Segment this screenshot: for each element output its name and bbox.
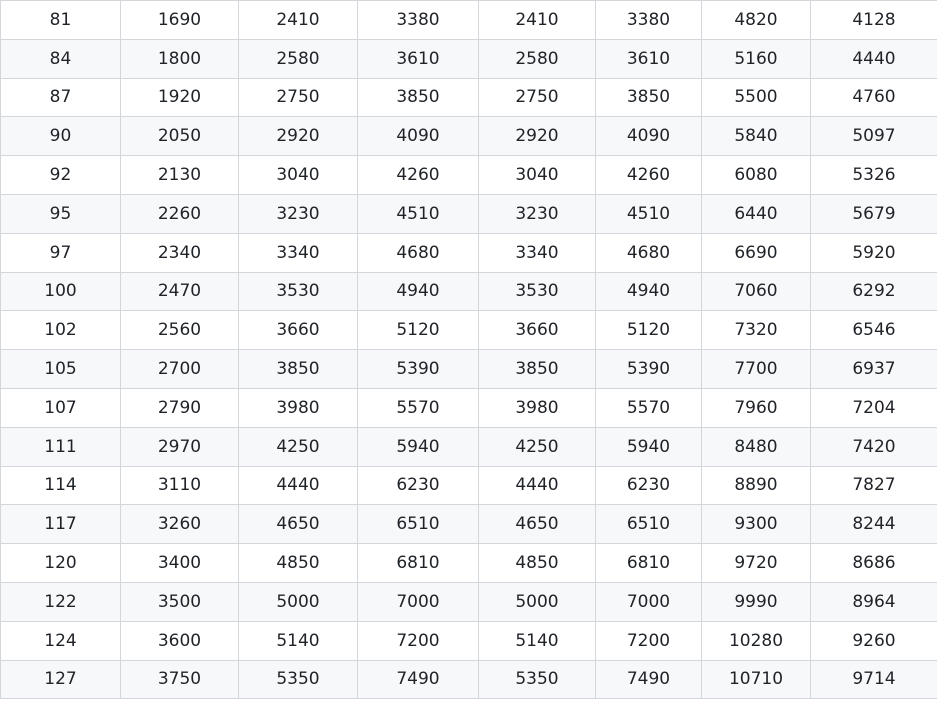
- table-cell: 1800: [121, 39, 239, 78]
- table-cell: 5326: [811, 156, 937, 195]
- table-cell: 4850: [239, 544, 358, 583]
- table-cell: 5390: [596, 350, 702, 389]
- table-cell: 3340: [239, 233, 358, 272]
- table-cell: 4820: [702, 1, 811, 40]
- table-cell: 4650: [479, 505, 596, 544]
- table-row: [1, 272, 937, 311]
- table-cell: 6230: [358, 466, 479, 505]
- table-cell: 8480: [702, 427, 811, 466]
- table-row: [1, 1, 937, 40]
- row-key-cell: 95: [1, 194, 121, 233]
- table-row: [1, 311, 937, 350]
- row-key-cell: 87: [1, 78, 121, 117]
- table-cell: 4440: [479, 466, 596, 505]
- row-key-cell: 92: [1, 156, 121, 195]
- table-cell: 5000: [239, 582, 358, 621]
- table-cell: 7827: [811, 466, 937, 505]
- row-key-cell: 120: [1, 544, 121, 583]
- table-cell: 4260: [596, 156, 702, 195]
- table-cell: 5570: [596, 388, 702, 427]
- table-cell: 6230: [596, 466, 702, 505]
- table-cell: 4440: [811, 39, 937, 78]
- table-cell: 3260: [121, 505, 239, 544]
- table-cell: 3750: [121, 660, 239, 699]
- table-cell: 9720: [702, 544, 811, 583]
- table-cell: 5390: [358, 350, 479, 389]
- table-cell: 2750: [479, 78, 596, 117]
- table-cell: 5140: [479, 621, 596, 660]
- table-cell: 3340: [479, 233, 596, 272]
- table-cell: 6810: [596, 544, 702, 583]
- table-cell: 3980: [479, 388, 596, 427]
- table-cell: 6510: [596, 505, 702, 544]
- table-cell: 4250: [239, 427, 358, 466]
- table-cell: 2470: [121, 272, 239, 311]
- table-cell: 4090: [596, 117, 702, 156]
- table-row: [1, 621, 937, 660]
- table-row: [1, 78, 937, 117]
- table-row: [1, 388, 937, 427]
- row-key-cell: 105: [1, 350, 121, 389]
- table-cell: 5840: [702, 117, 811, 156]
- table-cell: 5097: [811, 117, 937, 156]
- table-cell: 2410: [479, 1, 596, 40]
- table-cell: 2970: [121, 427, 239, 466]
- table-cell: 9300: [702, 505, 811, 544]
- table-cell: 2790: [121, 388, 239, 427]
- table-cell: 2050: [121, 117, 239, 156]
- table-row: [1, 156, 937, 195]
- table-cell: 6690: [702, 233, 811, 272]
- table-cell: 4760: [811, 78, 937, 117]
- table-cell: 4510: [596, 194, 702, 233]
- table-row: [1, 233, 937, 272]
- table-row: [1, 505, 937, 544]
- table-cell: 5570: [358, 388, 479, 427]
- table-cell: 3500: [121, 582, 239, 621]
- table-cell: 7490: [358, 660, 479, 699]
- table-cell: 8244: [811, 505, 937, 544]
- table-cell: 2260: [121, 194, 239, 233]
- table-cell: 10280: [702, 621, 811, 660]
- table-cell: 9260: [811, 621, 937, 660]
- table-cell: 3610: [358, 39, 479, 78]
- table-cell: 7200: [596, 621, 702, 660]
- table-cell: 3660: [239, 311, 358, 350]
- table-cell: 6810: [358, 544, 479, 583]
- table-cell: 7700: [702, 350, 811, 389]
- table-cell: 6292: [811, 272, 937, 311]
- table-body: [1, 1, 937, 699]
- table-cell: 3530: [479, 272, 596, 311]
- row-key-cell: 117: [1, 505, 121, 544]
- table-cell: 5920: [811, 233, 937, 272]
- row-key-cell: 102: [1, 311, 121, 350]
- table-cell: 3040: [239, 156, 358, 195]
- table-cell: 8890: [702, 466, 811, 505]
- table-cell: 5140: [239, 621, 358, 660]
- table-cell: 7960: [702, 388, 811, 427]
- table-row: [1, 194, 937, 233]
- table-cell: 5120: [596, 311, 702, 350]
- table-row: [1, 350, 937, 389]
- table-cell: 3850: [596, 78, 702, 117]
- table-row: [1, 582, 937, 621]
- row-key-cell: 114: [1, 466, 121, 505]
- table-cell: 5350: [239, 660, 358, 699]
- row-key-cell: 97: [1, 233, 121, 272]
- table-cell: 3660: [479, 311, 596, 350]
- table-cell: 7200: [358, 621, 479, 660]
- table-cell: 5940: [596, 427, 702, 466]
- table-cell: 6080: [702, 156, 811, 195]
- table-cell: 2560: [121, 311, 239, 350]
- table-cell: 5000: [479, 582, 596, 621]
- table-cell: 3850: [239, 350, 358, 389]
- table-cell: 1690: [121, 1, 239, 40]
- table-cell: 4940: [596, 272, 702, 311]
- table-cell: 3040: [479, 156, 596, 195]
- table-cell: 3380: [596, 1, 702, 40]
- table-cell: 5500: [702, 78, 811, 117]
- table-cell: 3110: [121, 466, 239, 505]
- table-row: [1, 544, 937, 583]
- table-row: [1, 466, 937, 505]
- table-cell: 4260: [358, 156, 479, 195]
- table-cell: 2920: [479, 117, 596, 156]
- table-cell: 3600: [121, 621, 239, 660]
- table-cell: 8686: [811, 544, 937, 583]
- table-cell: 5350: [479, 660, 596, 699]
- table-cell: 5120: [358, 311, 479, 350]
- table-cell: 4680: [596, 233, 702, 272]
- table-cell: 2920: [239, 117, 358, 156]
- table-cell: 4680: [358, 233, 479, 272]
- row-key-cell: 111: [1, 427, 121, 466]
- table-cell: 5679: [811, 194, 937, 233]
- table-cell: 4250: [479, 427, 596, 466]
- table-row: [1, 660, 937, 699]
- table-cell: 4510: [358, 194, 479, 233]
- table-cell: 7204: [811, 388, 937, 427]
- table-cell: 3230: [239, 194, 358, 233]
- table-cell: 5160: [702, 39, 811, 78]
- table-row: [1, 39, 937, 78]
- table-cell: 8964: [811, 582, 937, 621]
- table-cell: 3980: [239, 388, 358, 427]
- table-cell: 3380: [358, 1, 479, 40]
- table-cell: 3230: [479, 194, 596, 233]
- table-cell: 2750: [239, 78, 358, 117]
- table-cell: 4650: [239, 505, 358, 544]
- table-cell: 7320: [702, 311, 811, 350]
- table-cell: 4850: [479, 544, 596, 583]
- table-cell: 4440: [239, 466, 358, 505]
- table-cell: 3530: [239, 272, 358, 311]
- row-key-cell: 122: [1, 582, 121, 621]
- table-cell: 1920: [121, 78, 239, 117]
- table-cell: 2130: [121, 156, 239, 195]
- table-cell: 7490: [596, 660, 702, 699]
- row-key-cell: 84: [1, 39, 121, 78]
- table-cell: 4090: [358, 117, 479, 156]
- table-cell: 9990: [702, 582, 811, 621]
- table-cell: 9714: [811, 660, 937, 699]
- row-key-cell: 107: [1, 388, 121, 427]
- table-cell: 2340: [121, 233, 239, 272]
- table-cell: 3850: [358, 78, 479, 117]
- table-row: [1, 427, 937, 466]
- table-cell: 2410: [239, 1, 358, 40]
- table-cell: 10710: [702, 660, 811, 699]
- table-cell: 6510: [358, 505, 479, 544]
- table-cell: 2580: [479, 39, 596, 78]
- row-key-cell: 81: [1, 1, 121, 40]
- table-cell: 3850: [479, 350, 596, 389]
- table-cell: 6546: [811, 311, 937, 350]
- row-key-cell: 127: [1, 660, 121, 699]
- table-cell: 4128: [811, 1, 937, 40]
- table-cell: 6440: [702, 194, 811, 233]
- row-key-cell: 124: [1, 621, 121, 660]
- table-cell: 7060: [702, 272, 811, 311]
- table-cell: 2700: [121, 350, 239, 389]
- row-key-cell: 90: [1, 117, 121, 156]
- table-cell: 6937: [811, 350, 937, 389]
- table-cell: 4940: [358, 272, 479, 311]
- row-key-cell: 100: [1, 272, 121, 311]
- table-cell: 3400: [121, 544, 239, 583]
- table-row: [1, 117, 937, 156]
- table-cell: 7000: [596, 582, 702, 621]
- table-cell: 2580: [239, 39, 358, 78]
- table-cell: 7420: [811, 427, 937, 466]
- table-cell: 7000: [358, 582, 479, 621]
- table-cell: 5940: [358, 427, 479, 466]
- table-cell: 3610: [596, 39, 702, 78]
